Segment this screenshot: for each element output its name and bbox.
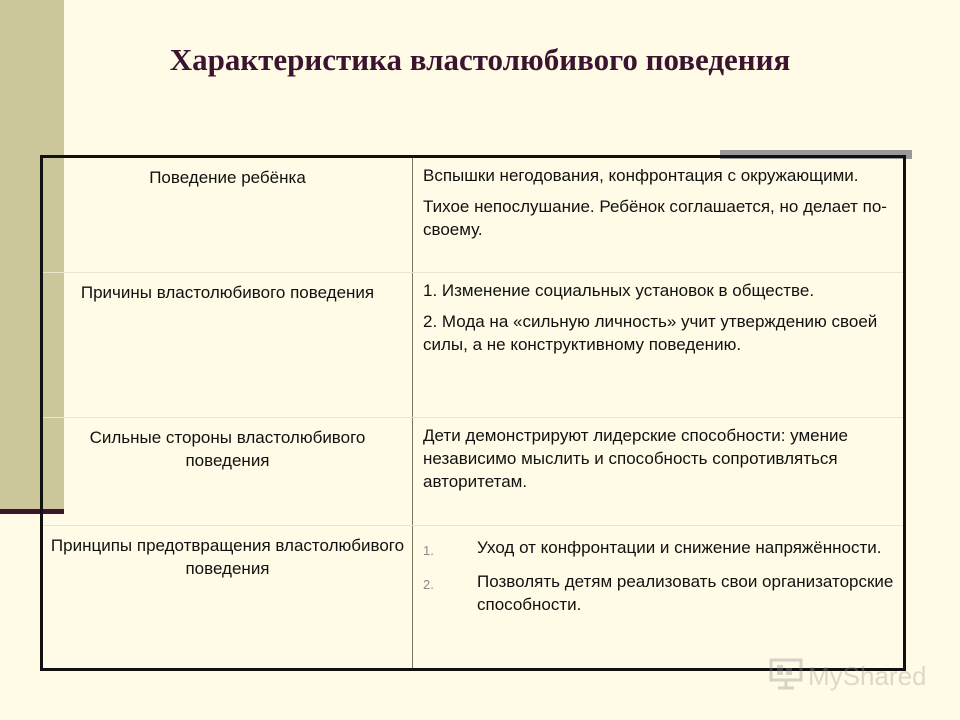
list-item bbox=[423, 536, 895, 562]
presentation-board-icon bbox=[768, 655, 804, 691]
slide-title: Характеристика властолюбивого поведения bbox=[169, 42, 791, 77]
paragraph: 2. Мода на «сильную личность» учит утверждению своей силы, а не конструктивному поведению. bbox=[423, 312, 878, 354]
paragraph: Вспышки негодования, конфронтация с окружающими. bbox=[423, 166, 859, 185]
watermark bbox=[768, 655, 928, 695]
row-label: Поведение ребёнка bbox=[43, 158, 413, 272]
table-row bbox=[43, 273, 903, 418]
list-number: 1. bbox=[423, 543, 434, 558]
characteristics-table bbox=[40, 155, 906, 671]
table-row bbox=[43, 526, 903, 668]
row-content bbox=[413, 418, 903, 525]
row-content bbox=[413, 526, 903, 668]
paragraph: Тихое непослушание. Ребёнок соглашается, но делает по-своему. bbox=[423, 197, 887, 239]
watermark-text: MyShared bbox=[808, 661, 927, 691]
list-item bbox=[423, 570, 895, 616]
list-number: 2. bbox=[423, 577, 434, 592]
row-label: Сильные стороны властолюбивого поведения bbox=[43, 418, 413, 525]
numbered-list bbox=[423, 536, 895, 616]
paragraph: Дети демонстрируют лидерские способности: умение независимо мыслить и способность сопротивляться авторитетам. bbox=[423, 426, 848, 491]
row-content bbox=[413, 158, 903, 272]
row-content bbox=[413, 273, 903, 417]
table-row bbox=[43, 418, 903, 526]
table-row bbox=[43, 158, 903, 273]
paragraph: 1. Изменение социальных установок в обществе. bbox=[423, 281, 815, 300]
row-label: Причины властолюбивого поведения bbox=[43, 273, 413, 417]
row-label: Принципы предотвращения властолюбивого поведения bbox=[43, 526, 413, 668]
list-text: Уход от конфронтации и снижение напряжённости. bbox=[477, 538, 882, 557]
list-text: Позволять детям реализовать свои организаторские способности. bbox=[477, 572, 894, 614]
